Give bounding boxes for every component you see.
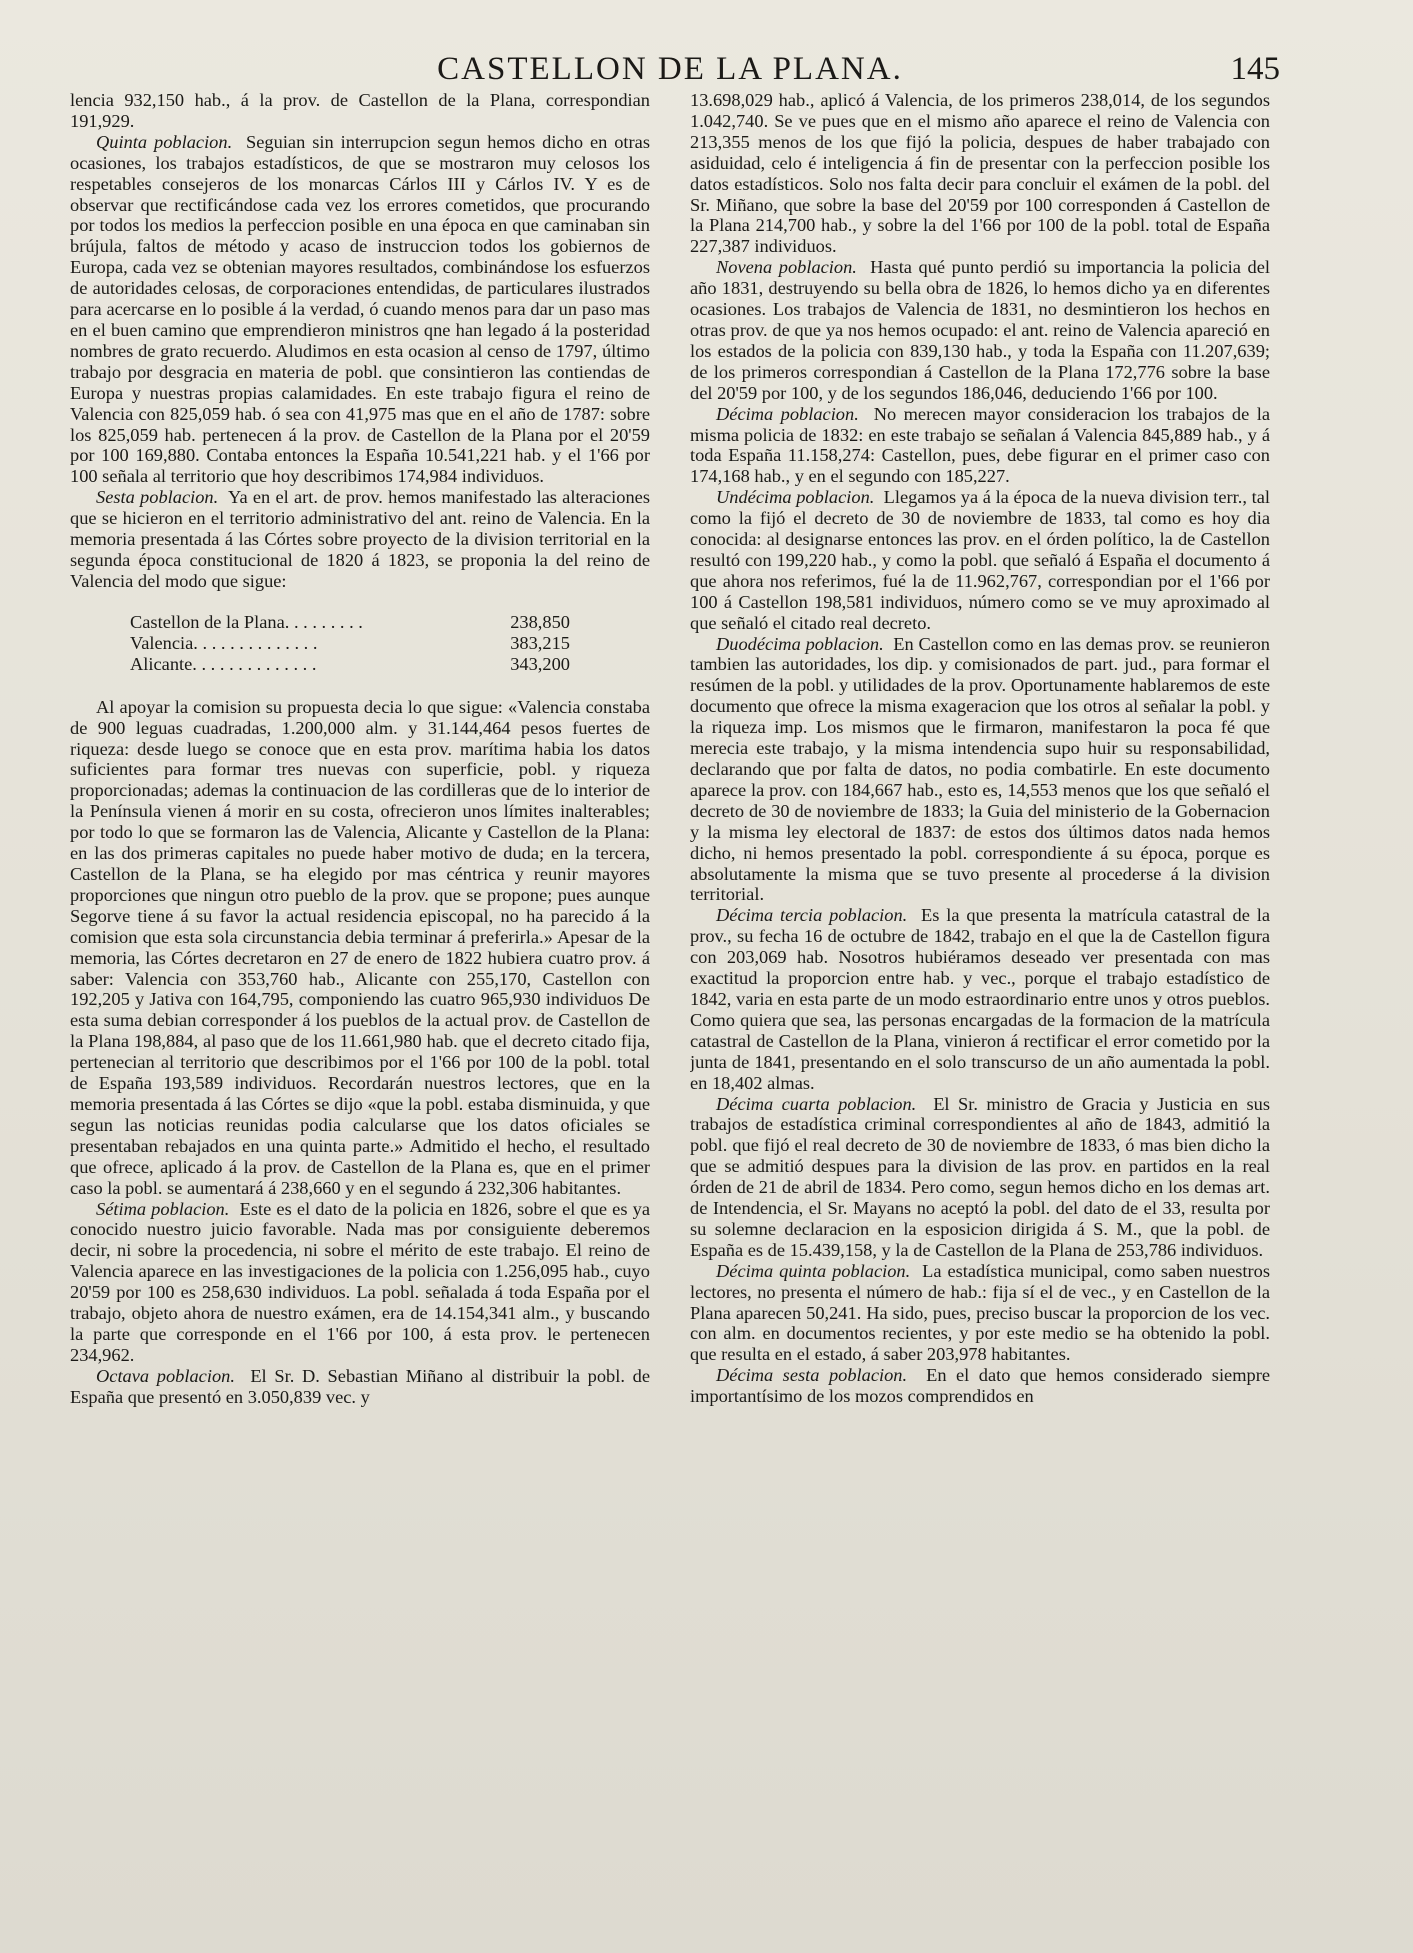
section-text: Ya en el art. de prov. hemos manifestado las alteraciones que se hicieron en el territorio administrativo del ant. reino de Valencia. En la memoria presentada á las Córtes sobre proyecto de la division territorial en la segunda época constitucional de 1820 á 1823, se proponia la del reino de Valencia del modo que sigue:	[70, 487, 650, 591]
section-novena-poblacion	[690, 257, 1270, 403]
table-row-label: Castellon de la Plana. . . . . . . . .	[130, 611, 363, 632]
section-text: No merecen mayor consideracion los trabajos de la misma policia de 1832: en este trabajo se señalan á Valencia 845,889 hab., y á toda España 11.158,274: Castellon, pues, debe figurar en el primer caso con 174,168 hab., y en el segundo con 185,227.	[690, 403, 1270, 487]
section-duodecima-poblacion	[690, 634, 1270, 906]
section-decima-cuarta-poblacion	[690, 1094, 1270, 1261]
table-row	[130, 654, 570, 675]
section-text: En Castellon como en las demas prov. se reunieron tambien las autoridades, los dip. y comisionados de part. jud., para formar el resúmen de la pobl. y utilidades de la prov. Oportunamente hablaremos de este documento que ofrece la misma exageracion que los otros al señalar la pobl. y la riqueza imp. Los mismos que le firmaron, manifestaron la poca fé que merecia este trabajo, y la misma intendencia supo huir su responsabilidad, declarando que por falta de datos, no podia combatirle. En este documento aparece la prov. con 184,667 hab., esto es, 14,553 menos que los que señaló el decreto de 30 de noviembre de 1833; la Guia del ministerio de la Gobernacion y la misma ley electoral de 1837: de estos dos últimos datos nada hemos dicho, ni hemos presentado la pobl. correspondiente á su época, porque es absolutamente la misma que se tuvo presente al procederse á la division territorial.	[690, 633, 1270, 905]
province-table	[130, 612, 570, 675]
section-text: En el dato que hemos considerado siempre importantísimo de los mozos comprendidos en	[690, 1365, 1270, 1407]
section-lead: Undécima poblacion.	[716, 487, 875, 508]
section-text: Hasta qué punto perdió su importancia la policia del año 1831, destruyendo su bella obra de 1826, lo hemos dicho ya en diferentes ocasiones. Los trabajos de Valencia de 1831, no desmintieron los hechos en otras prov. de que ya nos hemos ocupado: el ant. reino de Valencia apareció en los estados de la policia con 839,130 hab., y toda la España con 11.207,639; de los primeros correspondian á Castellon de la Plana 172,776 sobre la base del 20'59 por 100, y de los segundos 186,046, deduciendo 1'66 por 100.	[690, 257, 1270, 403]
section-decima-quinta-poblacion	[690, 1261, 1270, 1366]
table-row-label: Valencia. . . . . . . . . . . . . .	[130, 632, 318, 653]
section-lead: Décima poblacion.	[716, 403, 859, 424]
table-row-label: Alicante. . . . . . . . . . . . . .	[130, 653, 317, 674]
section-text: Seguian sin interrupcion segun hemos dicho en otras ocasiones, los trabajos estadísticos, de que se mostraron muy celosos los respetables consejeros de los monarcas Cárlos III y Cárlos IV. Y es de observar que rectificándose cada vez los errores cometidos, que procurando por todos los medios la perfeccion posible en una época en que caminaban sin brújula, faltos de método y acaso de instruccion todos los gobiernos de Europa, cada vez se obtenian mayores resultados, combinándose los esfuerzos de autoridades celosas, de corporaciones entendidas, de particulares ilustrados para acercarse en lo posible á la verdad, ó cuando menos para dar un paso mas en el buen camino que emprendieron ministros qne han legado á la posteridad nombres de grato recuerdo. Aludimos en esta ocasion al censo de 1797, último trabajo por desgracia en materia de pobl. que consintieron las contiendas de Europa y nuestras propias calamidades. En este trabajo figura el reino de Valencia con 825,059 hab. ó sea con 41,975 mas que en el año de 1787: sobre los 825,059 hab. pertenecen á la prov. de Castellon de la Plana por el 20'59 por 100 169,880. Contaba entonces la España 10.541,221 hab. y el 1'66 por 100 señala al territorio que hoy describimos 174,984 individuos.	[70, 131, 650, 487]
running-title: CASTELLON DE LA PLANA.	[437, 51, 903, 87]
section-lead: Décima quinta poblacion.	[716, 1260, 911, 1281]
table-row-value: 383,215	[510, 632, 570, 653]
table-row-value: 238,850	[510, 611, 570, 632]
section-lead: Sesta poblacion.	[96, 487, 219, 508]
section-sesta-poblacion	[70, 487, 650, 592]
table-row-value: 343,200	[510, 653, 570, 674]
section-lead: Octava poblacion.	[96, 1365, 235, 1386]
paragraph: 13.698,029 hab., aplicó á Valencia, de los primeros 238,014, de los segundos 1.042,740. Se ve pues que en el mismo año aparece el reino de Valencia con 213,355 menos de los que fijó la policia, despues de haber trabajado con asiduidad, celo é inteligencia á fin de presentar con la perfeccion posible los datos estadísticos. Solo nos falta decir para concluir el exámen de la pobl. del Sr. Miñano, que sobre la base del 20'59 por 100 corresponden á Castellon de la Plana 214,700 hab., y sobre la del 1'66 por 100 de la pobl. total de España 227,387 individuos.	[690, 90, 1270, 257]
section-decima-tercia-poblacion	[690, 905, 1270, 1093]
paragraph: lencia 932,150 hab., á la prov. de Castellon de la Plana, correspondian 191,929.	[70, 90, 650, 131]
section-quinta-poblacion	[70, 132, 650, 487]
section-text: Es la que presenta la matrícula catastral de la prov., su fecha 16 de octubre de 1842, trabajo en el que la de Castellon figura con 203,069 hab. Nosotros hubiéramos deseado ver presentada con mas exactitud la proporcion entre hab. y vec., porque el trabajo estadístico de 1842, varia en esta parte de un modo estraordinario entre unos y otros pueblos. Como quiera que sea, las personas encargadas de la formacion de la matrícula catastral de Castellon de la Plana, vinieron á rectificar el error cometido por la junta de 1841, presentando en el solo transcurso de un año aumentada la pobl. en 18,402 almas.	[690, 905, 1270, 1093]
section-lead: Duodécima poblacion.	[716, 633, 884, 654]
section-lead: Décima tercia poblacion.	[716, 905, 908, 926]
section-setima-poblacion	[70, 1199, 650, 1366]
section-lead: Décima sesta poblacion.	[716, 1365, 908, 1386]
text-columns	[70, 90, 1270, 1860]
table-row	[130, 612, 570, 633]
section-lead: Novena poblacion.	[716, 257, 857, 278]
section-undecima-poblacion	[690, 487, 1270, 633]
right-column	[690, 90, 1270, 1860]
section-lead: Sétima poblacion.	[96, 1198, 230, 1219]
section-decima-poblacion	[690, 404, 1270, 488]
page-number: 145	[1230, 51, 1280, 87]
section-text: Llegamos ya á la época de la nueva division terr., tal como la fijó el decreto de 30 de noviembre de 1833, tal como es hoy dia conocida: al designarse entonces las prov. en el órden político, la de Castellon resultó con 199,220 hab., y como la pobl. que señaló á España el documento á que ahora nos referimos, fué la de 11.962,767, correspondian por el 1'66 por 100 á Castellon 198,581 individuos, número como se ve muy aproximado al que señaló el citado real decreto.	[690, 487, 1270, 633]
paragraph: Al apoyar la comision su propuesta decia lo que sigue: «Valencia constaba de 900 leguas cuadradas, 1.200,000 alm. y 31.144,464 pesos fuertes de riqueza: desde luego se conoce que en esta prov. marítima habia los datos suficientes para formar tres nuevas con superficie, pobl. y riqueza proporcionadas; ademas la continuacion de las cordilleras que de lo interior de la Península vienen á morir en su costa, ofrecieron unos límites inalterables; por todo lo que se formaron las de Valencia, Alicante y Castellon de la Plana: en las dos primeras capitales no puede haber motivo de duda; en la tercera, Castellon de la Plana, se ha elegido por mas céntrica y reunir mayores proporciones que ningun otro pueblo de la prov. que se propone; pues aunque Segorve tiene á su favor la actual residencia episcopal, no ha parecido á la comision que esta sola circunstancia debia terminar á preferirla.» Apesar de la memoria, las Córtes decretaron en 27 de enero de 1822 hubiera cuatro prov. á saber: Valencia con 353,760 hab., Alicante con 255,170, Castellon con 192,205 y Jativa con 164,795, componiendo las cuatro 965,930 individuos De esta suma debian corresponder á los pueblos de la actual prov. de Castellon de la Plana 198,884, al paso que de los 11.661,980 hab. que el decreto citado fija, pertenecian al territorio que describimos por el 1'66 por 100 de la pobl. total de España 193,589 individuos. Recordarán nuestros lectores, que en la memoria presentada á las Córtes se dijo «que la pobl. estaba disminuida, y que segun las noticias reunidas podia calcularse que los datos oficiales se presentaban rebajados en una quinta parte.» Admitido el hecho, el resultado que ofrece, aplicado á la prov. de Castellon de la Plana es, que en el primer caso la pobl. se aumentará á 238,660 y en el segundo á 232,306 habitantes.	[70, 696, 650, 1198]
section-text: El Sr. D. Sebastian Miñano al distribuir la pobl. de España que presentó en 3.050,839 vec. y	[70, 1365, 650, 1407]
section-lead: Décima cuarta poblacion.	[716, 1093, 917, 1114]
section-lead: Quinta poblacion.	[96, 131, 233, 152]
section-text: El Sr. ministro de Gracia y Justicia en sus trabajos de estadística criminal correspondientes al año de 1843, admitió la pobl. que fijó el real decreto de 30 de noviembre de 1833, ó mas bien dicho la que se admitió despues para la division de las prov. en partidos en la real órden de 21 de abril de 1834. Pero como, segun hemos dicho en los demas art. de Intendencia, el Sr. Mayans no aceptó la pobl. del dato de el 33, resulta por su solemne declaracion en la esposicion dirigida á S. M., que la pobl. de España es de 15.439,158, y la de Castellon de la Plana de 253,786 individuos.	[690, 1093, 1270, 1260]
table-row	[130, 633, 570, 654]
left-column	[70, 90, 650, 1860]
section-text: La estadística municipal, como saben nuestros lectores, no presenta el número de hab.: fija sí el de vec., y en Castellon de la Plana aparecen 50,241. Ha sido, pues, preciso buscar la proporcion de los vec. con alm. en documentos recientes, y por este medio se ha obtenido la pobl. que resulta en el estado, á saber 203,978 habitantes.	[690, 1260, 1270, 1365]
section-octava-poblacion	[70, 1366, 650, 1408]
section-decima-sesta-poblacion	[690, 1365, 1270, 1407]
page-header	[70, 44, 1280, 94]
section-text: Este es el dato de la policia en 1826, sobre el que es ya conocido nuestro juicio favorable. Nada mas por consiguiente deberemos decir, ni sobre la procedencia, ni sobre el mérito de este trabajo. El reino de Valencia aparece en las investigaciones de la policia con 1.256,095 hab., cuyo 20'59 por 100 es 258,630 individuos. La pobl. señalada á toda España por el trabajo, objeto ahora de nuestro exámen, era de 14.154,341 alm., y buscando la parte que corresponde en el 1'66 por 100, á esta prov. le pertenecen 234,962.	[70, 1198, 650, 1365]
